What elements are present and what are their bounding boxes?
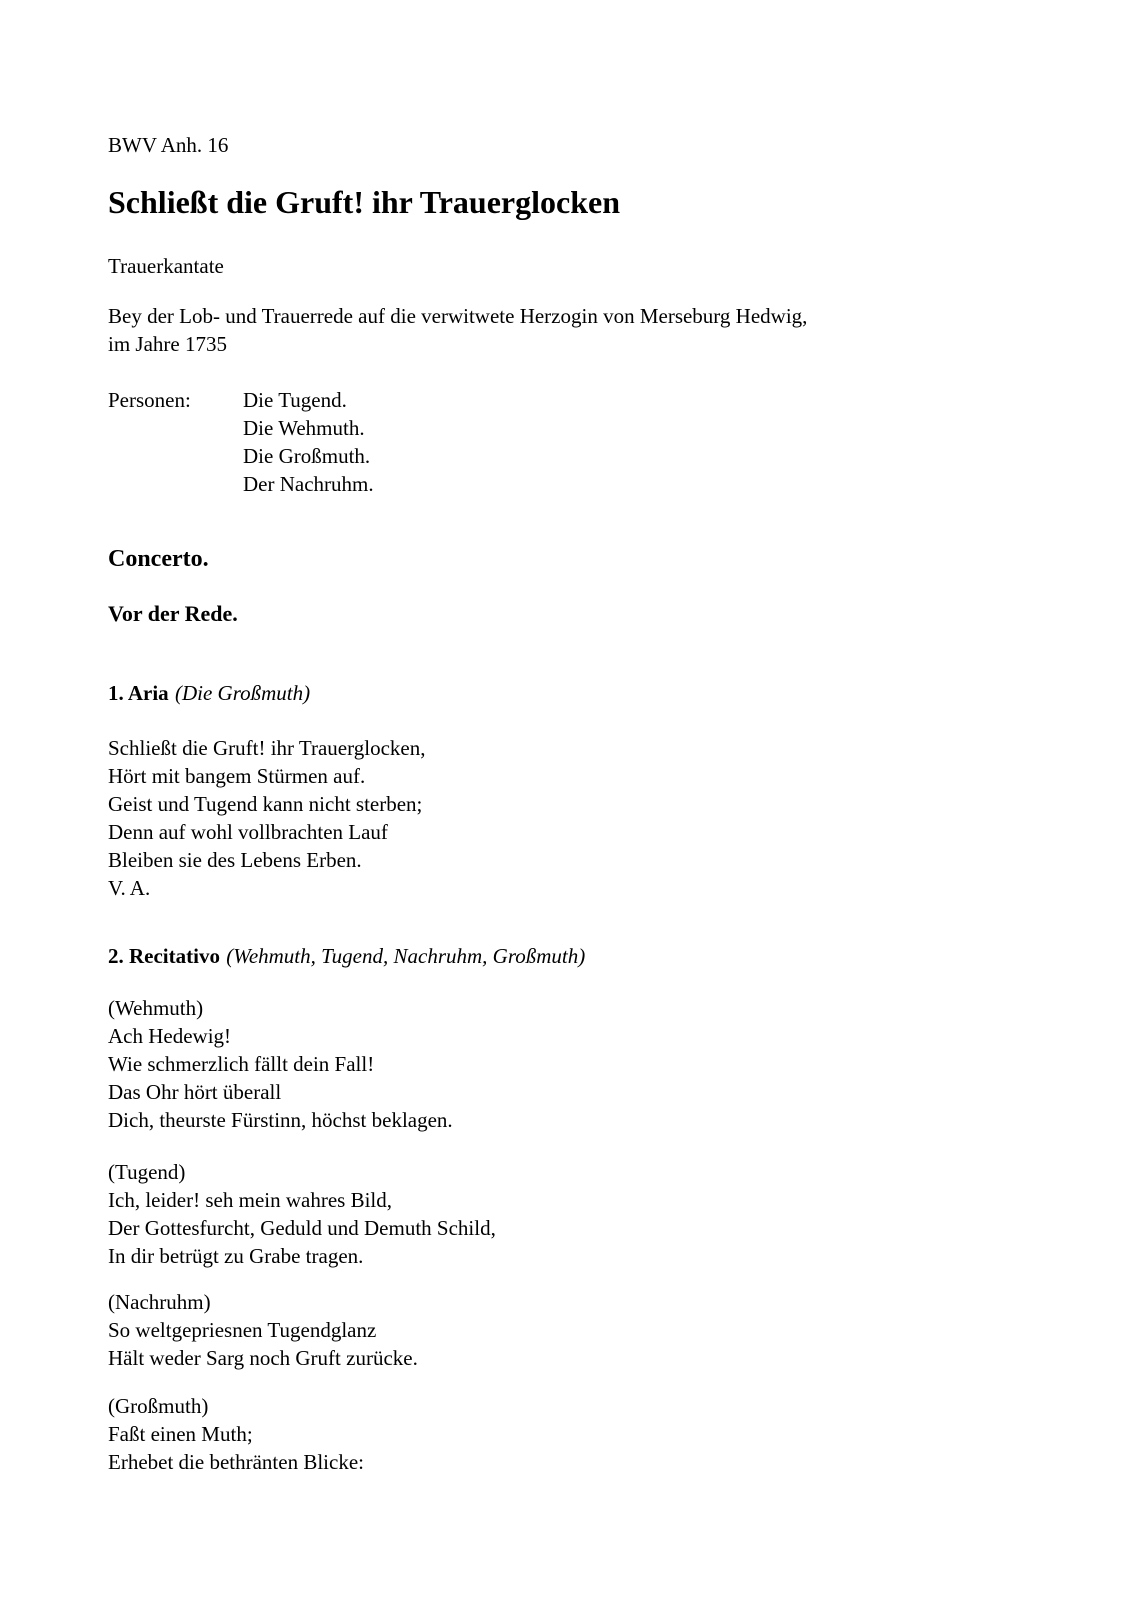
text-line: Denn auf wohl vollbrachten Lauf	[108, 820, 388, 844]
text-line: Die Wehmuth.	[243, 416, 365, 440]
text-line: Das Ohr hört überall	[108, 1080, 282, 1104]
movement-2-heading	[108, 942, 585, 970]
movement-2-stanza-wehmuth	[108, 994, 453, 1134]
movement-1-verse	[108, 734, 425, 902]
text-line: V. A.	[108, 876, 151, 900]
text-line: Die Großmuth.	[243, 444, 371, 468]
personen-roles-list	[243, 386, 374, 498]
text-line: Geist und Tugend kann nicht sterben;	[108, 792, 423, 816]
text-line: (Großmuth)	[108, 1394, 209, 1418]
text-line: Bleiben sie des Lebens Erben.	[108, 848, 362, 872]
occasion-text	[108, 302, 807, 358]
text-line: im Jahre 1735	[108, 332, 227, 356]
text-line: Hört mit bangem Stürmen auf.	[108, 764, 366, 788]
movement-2-stanza-grossmuth	[108, 1392, 364, 1476]
work-type-label: Trauerkantate	[108, 254, 224, 278]
movement-1-roles: (Die Großmuth)	[174, 681, 311, 705]
text-line: (Wehmuth)	[108, 996, 204, 1020]
catalog-number: BWV Anh. 16	[108, 133, 229, 157]
text-line: Ach Hedewig!	[108, 1024, 232, 1048]
text-line: (Nachruhm)	[108, 1290, 211, 1314]
text-line: Ich, leider! seh mein wahres Bild,	[108, 1188, 392, 1212]
text-line: (Tugend)	[108, 1160, 186, 1184]
text-line: Die Tugend.	[243, 388, 347, 412]
personen-label: Personen:	[108, 388, 191, 412]
text-line: Schließt die Gruft! ihr Trauerglocken,	[108, 736, 426, 760]
text-line: Erhebet die bethränten Blicke:	[108, 1450, 364, 1474]
text-line: Der Nachruhm.	[243, 472, 374, 496]
text-line: Bey der Lob- und Trauerrede auf die verwitwete Herzogin von Merseburg Hedwig,	[108, 304, 808, 328]
movement-2-roles: (Wehmuth, Tugend, Nachruhm, Großmuth)	[226, 944, 586, 968]
page-title: Schließt die Gruft! ihr Trauerglocken	[108, 184, 620, 220]
movement-1-heading	[108, 679, 310, 707]
text-line: Der Gottesfurcht, Geduld und Demuth Schild,	[108, 1216, 496, 1240]
section-heading: Vor der Rede.	[108, 601, 238, 626]
movement-2-title: 2. Recitativo	[108, 944, 220, 968]
text-line: In dir betrügt zu Grabe tragen.	[108, 1244, 364, 1268]
text-line: Hält weder Sarg noch Gruft zurücke.	[108, 1346, 418, 1370]
text-line: Dich, theurste Fürstinn, höchst beklagen.	[108, 1108, 453, 1132]
text-line: Faßt einen Muth;	[108, 1422, 253, 1446]
text-line: Wie schmerzlich fällt dein Fall!	[108, 1052, 375, 1076]
movement-1-title: 1. Aria	[108, 681, 169, 705]
text-line: So weltgepriesnen Tugendglanz	[108, 1318, 377, 1342]
movement-2-stanza-nachruhm	[108, 1288, 418, 1372]
movement-2-stanza-tugend	[108, 1158, 496, 1270]
part-heading: Concerto.	[108, 546, 209, 572]
